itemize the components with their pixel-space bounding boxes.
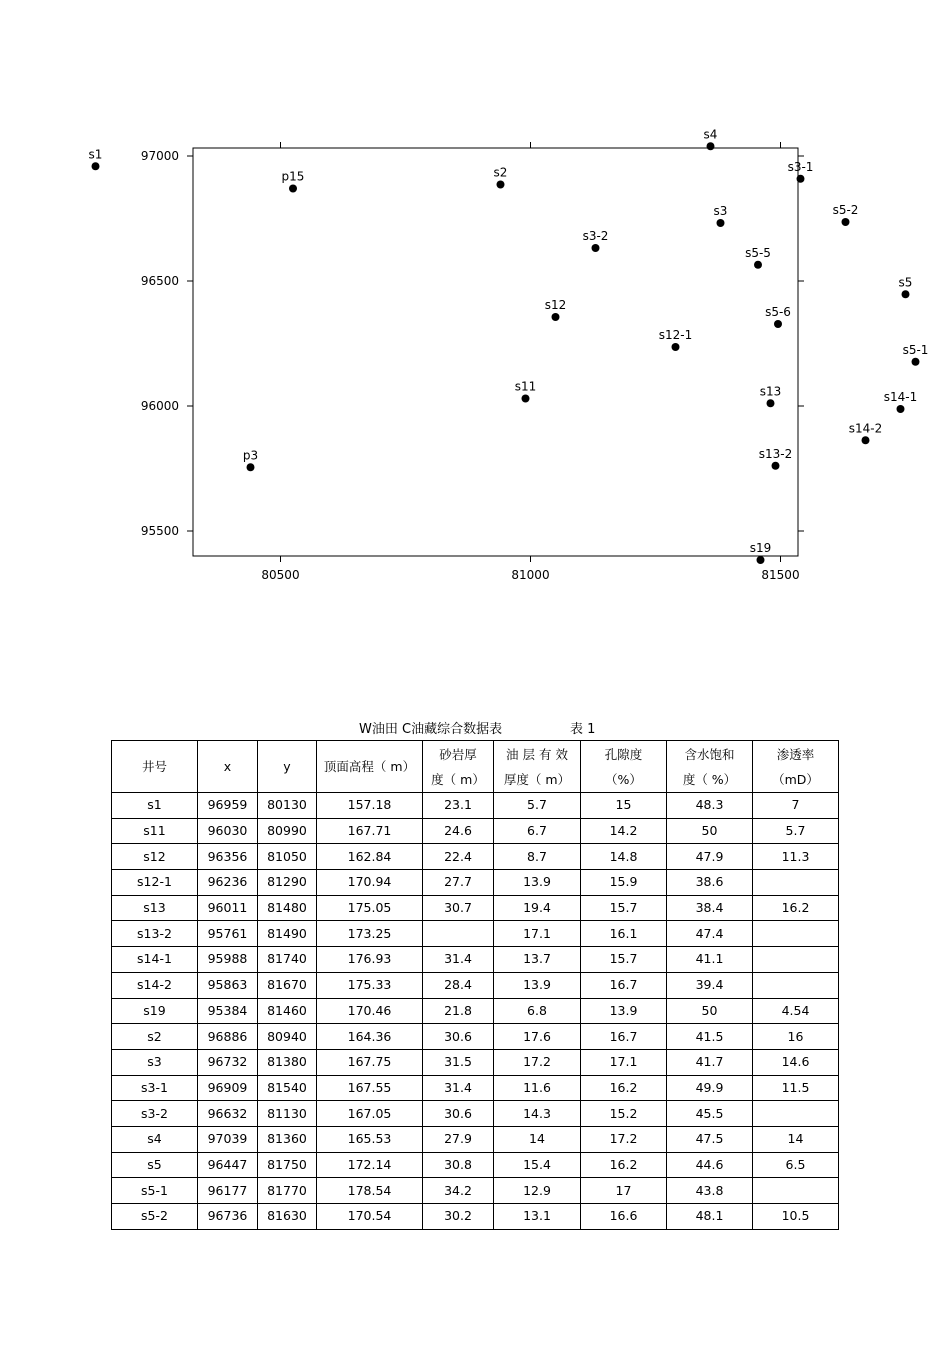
table-cell: s1	[112, 793, 198, 819]
table-cell: 19.4	[494, 895, 581, 921]
point-s13-2	[772, 462, 780, 470]
table-cell: 96447	[198, 1152, 258, 1178]
table-cell: s4	[112, 1126, 198, 1152]
table-cell: 81050	[258, 844, 317, 870]
table-cell: 14	[753, 1126, 839, 1152]
point-s19	[757, 556, 765, 564]
y-tick-label: 96000	[140, 399, 179, 413]
table-cell: 17.1	[494, 921, 581, 947]
point-label-s2: s2	[493, 165, 508, 180]
point-label-s4: s4	[703, 127, 718, 142]
table-cell: 39.4	[667, 972, 753, 998]
table-cell: 28.4	[423, 972, 494, 998]
table-cell: s12	[112, 844, 198, 870]
table-cell: 16.6	[581, 1204, 667, 1230]
table-cell: 6.7	[494, 818, 581, 844]
table-cell: 15.2	[581, 1101, 667, 1127]
table-cell: 173.25	[317, 921, 423, 947]
table-cell: 38.4	[667, 895, 753, 921]
header-cell-text: y	[283, 759, 291, 774]
header-cell	[753, 741, 839, 793]
table-cell: 96177	[198, 1178, 258, 1204]
table-cell: 49.9	[667, 1075, 753, 1101]
table-cell	[423, 921, 494, 947]
table-cell: 95761	[198, 921, 258, 947]
table-cell: 96030	[198, 818, 258, 844]
table-cell: 16.7	[581, 972, 667, 998]
table-cell: 22.4	[423, 844, 494, 870]
point-label-s14-2: s14-2	[848, 421, 883, 436]
table-cell: 48.1	[667, 1204, 753, 1230]
header-cell-text: x	[223, 759, 232, 774]
table-cell: 11.3	[753, 844, 839, 870]
point-s13	[767, 399, 775, 407]
point-label-s3-2: s3-2	[582, 229, 609, 243]
point-s5-2	[842, 218, 850, 226]
y-tick-label: 97000	[140, 149, 179, 163]
table-cell: 175.05	[317, 895, 423, 921]
table-row	[112, 921, 839, 947]
table-cell: 167.71	[317, 818, 423, 844]
point-label-s11: s11	[514, 379, 537, 394]
point-label-p15: p15	[281, 169, 305, 184]
table-cell: 96909	[198, 1075, 258, 1101]
table-cell: 43.8	[667, 1178, 753, 1204]
plot-frame	[193, 148, 798, 556]
table-cell: 81480	[258, 895, 317, 921]
table-row	[112, 1024, 839, 1050]
table-cell: 48.3	[667, 793, 753, 819]
table-cell: 13.1	[494, 1204, 581, 1230]
point-label-s5-5: s5-5	[745, 245, 771, 260]
table-cell: 16.7	[581, 1024, 667, 1050]
table-row	[112, 818, 839, 844]
table-cell: 81770	[258, 1178, 317, 1204]
table-cell: 167.05	[317, 1101, 423, 1127]
point-s4	[707, 142, 715, 150]
table-cell: 81630	[258, 1204, 317, 1230]
table-cell: 175.33	[317, 972, 423, 998]
point-label-s3-1: s3-1	[787, 159, 814, 174]
table-cell: 167.55	[317, 1075, 423, 1101]
table-row	[112, 1178, 839, 1204]
header-cell-text: （mD）	[772, 771, 819, 787]
table-cell: s12-1	[112, 870, 198, 896]
header-cell-text: 含水饱和	[684, 746, 735, 762]
table-cell: 47.4	[667, 921, 753, 947]
table-cell: 30.6	[423, 1024, 494, 1050]
table-cell: s5	[112, 1152, 198, 1178]
table-row	[112, 1101, 839, 1127]
header-cell-text: 顶面高程（ m）	[323, 759, 416, 774]
table-cell: 10.5	[753, 1204, 839, 1230]
table-cell: 15.4	[494, 1152, 581, 1178]
table-row	[112, 998, 839, 1024]
table-cell: 5.7	[753, 818, 839, 844]
table-cell: 11.6	[494, 1075, 581, 1101]
point-s11	[522, 395, 530, 403]
table-cell: 80990	[258, 818, 317, 844]
table-cell: 5.7	[494, 793, 581, 819]
table-cell: s19	[112, 998, 198, 1024]
table-cell: 16	[753, 1024, 839, 1050]
table-cell: 96736	[198, 1204, 258, 1230]
header-cell-text: 度（ %）	[682, 771, 737, 787]
table-cell: 44.6	[667, 1152, 753, 1178]
table-cell	[753, 972, 839, 998]
table-cell: 15.9	[581, 870, 667, 896]
table-cell: s13	[112, 895, 198, 921]
point-label-s5-2: s5-2	[832, 203, 859, 217]
table-cell: 97039	[198, 1126, 258, 1152]
table-cell: 6.5	[753, 1152, 839, 1178]
table-row	[112, 870, 839, 896]
table-cell: 4.54	[753, 998, 839, 1024]
table-row	[112, 1049, 839, 1075]
table-cell: 176.93	[317, 947, 423, 973]
point-s5-6	[774, 320, 782, 328]
point-label-s5-1: s5-1	[902, 342, 929, 357]
point-label-s19: s19	[749, 541, 772, 555]
table-row	[112, 1152, 839, 1178]
point-label-s12-1: s12-1	[658, 328, 693, 342]
table-cell: 172.14	[317, 1152, 423, 1178]
x-tick-label: 80500	[261, 568, 300, 582]
table-cell: 81460	[258, 998, 317, 1024]
table-row	[112, 947, 839, 973]
table-cell: 95384	[198, 998, 258, 1024]
table-cell: 81750	[258, 1152, 317, 1178]
table-cell: 14.3	[494, 1101, 581, 1127]
table-cell: 81540	[258, 1075, 317, 1101]
table-row	[112, 1204, 839, 1230]
point-label-s5-6: s5-6	[765, 305, 791, 319]
table-cell: 31.4	[423, 1075, 494, 1101]
table-cell: 15	[581, 793, 667, 819]
header-cell-text: 油 层 有 效	[506, 746, 568, 762]
table-cell: 81130	[258, 1101, 317, 1127]
point-p3	[247, 463, 255, 471]
table-cell: 13.9	[581, 998, 667, 1024]
table-cell: 14	[494, 1126, 581, 1152]
table-cell: 162.84	[317, 844, 423, 870]
table-cell: 16.2	[581, 1075, 667, 1101]
point-label-s13-2: s13-2	[758, 446, 793, 461]
table-cell: 96236	[198, 870, 258, 896]
table-cell: 17.6	[494, 1024, 581, 1050]
point-s12-1	[672, 343, 680, 351]
point-s14-1	[897, 405, 905, 413]
x-tick-label: 81000	[511, 568, 550, 582]
point-s3-2	[592, 244, 600, 252]
table-cell: 81360	[258, 1126, 317, 1152]
table-row	[112, 1126, 839, 1152]
y-tick-label: 95500	[140, 524, 179, 538]
table-cell	[753, 1101, 839, 1127]
table-row	[112, 972, 839, 998]
table-cell: 81670	[258, 972, 317, 998]
table-cell: 15.7	[581, 895, 667, 921]
table-cell: 170.94	[317, 870, 423, 896]
data-points	[89, 127, 950, 564]
table-cell: 96632	[198, 1101, 258, 1127]
point-label-s12: s12	[544, 298, 567, 312]
table-cell: 12.9	[494, 1178, 581, 1204]
table-cell: 165.53	[317, 1126, 423, 1152]
x-tick-label: 81500	[761, 568, 800, 582]
table-cell: 41.1	[667, 947, 753, 973]
table-cell	[753, 921, 839, 947]
header-cell	[112, 741, 198, 793]
table-cell: 27.9	[423, 1126, 494, 1152]
table-cell: 95988	[198, 947, 258, 973]
table-cell: 38.6	[667, 870, 753, 896]
point-label-s5: s5	[898, 275, 913, 290]
point-s5-5	[754, 261, 762, 269]
table-cell: 24.6	[423, 818, 494, 844]
header-cell	[494, 741, 581, 793]
table-cell	[753, 870, 839, 896]
table-cell: 11.5	[753, 1075, 839, 1101]
point-s5	[902, 290, 910, 298]
table-cell: 170.54	[317, 1204, 423, 1230]
table-cell: 13.9	[494, 870, 581, 896]
table-cell: 30.7	[423, 895, 494, 921]
table-cell: 30.2	[423, 1204, 494, 1230]
table-cell: 6.8	[494, 998, 581, 1024]
point-label-s14-1: s14-1	[883, 390, 918, 404]
point-label-p3: p3	[242, 448, 259, 463]
table-cell: 41.7	[667, 1049, 753, 1075]
table-cell: s3-1	[112, 1075, 198, 1101]
point-s1	[92, 162, 100, 170]
table-cell	[753, 1178, 839, 1204]
table-row	[112, 793, 839, 819]
table-cell: 17	[581, 1178, 667, 1204]
table-cell: 95863	[198, 972, 258, 998]
table-cell: s5-1	[112, 1178, 198, 1204]
point-s3	[717, 219, 725, 227]
table-cell: 47.9	[667, 844, 753, 870]
y-axis	[141, 149, 804, 538]
point-s14-2	[862, 436, 870, 444]
table-cell: 96011	[198, 895, 258, 921]
table-title: W油田 C油藏综合数据表	[359, 722, 503, 737]
table-cell: 96732	[198, 1049, 258, 1075]
header-cell	[317, 741, 423, 793]
table-cell: 27.7	[423, 870, 494, 896]
table-row	[112, 844, 839, 870]
table-cell: 170.46	[317, 998, 423, 1024]
table-cell: 50	[667, 998, 753, 1024]
header-cell-text: 井号	[141, 759, 167, 774]
table-cell: 17.1	[581, 1049, 667, 1075]
header-cell	[198, 741, 258, 793]
table-caption	[0, 718, 950, 736]
table-header-row	[112, 741, 839, 793]
table-cell: 16.1	[581, 921, 667, 947]
table-cell: 31.4	[423, 947, 494, 973]
table-cell: 14.8	[581, 844, 667, 870]
table-cell: 96959	[198, 793, 258, 819]
point-label-s3: s3	[713, 204, 728, 218]
table-cell: 16.2	[753, 895, 839, 921]
table-cell: 30.8	[423, 1152, 494, 1178]
reservoir-data-table	[111, 740, 839, 1230]
table-cell: 41.5	[667, 1024, 753, 1050]
table-cell: 45.5	[667, 1101, 753, 1127]
point-p15	[289, 185, 297, 193]
point-s12	[552, 313, 560, 321]
table-cell: 81740	[258, 947, 317, 973]
table-cell: 96356	[198, 844, 258, 870]
table-cell: 14.2	[581, 818, 667, 844]
point-label-s1: s1	[88, 147, 103, 162]
point-s3-1	[797, 175, 805, 183]
point-s5-1	[912, 358, 920, 366]
table-cell: s14-1	[112, 947, 198, 973]
table-cell: 157.18	[317, 793, 423, 819]
table-cell: 21.8	[423, 998, 494, 1024]
table-cell: 13.9	[494, 972, 581, 998]
point-s2	[497, 181, 505, 189]
table-cell: 13.7	[494, 947, 581, 973]
table-cell: 164.36	[317, 1024, 423, 1050]
table-row	[112, 1075, 839, 1101]
header-cell-text: 砂岩厚	[439, 746, 477, 762]
header-cell-text: 孔隙度	[604, 746, 643, 762]
point-label-s13: s13	[759, 384, 782, 399]
table-cell: 23.1	[423, 793, 494, 819]
table-cell: 31.5	[423, 1049, 494, 1075]
table-cell: 80130	[258, 793, 317, 819]
header-cell	[667, 741, 753, 793]
header-cell	[258, 741, 317, 793]
table-body	[112, 793, 839, 1230]
table-cell: 34.2	[423, 1178, 494, 1204]
table-cell: 81380	[258, 1049, 317, 1075]
header-cell	[581, 741, 667, 793]
table-cell: 30.6	[423, 1101, 494, 1127]
table-cell: s13-2	[112, 921, 198, 947]
table-cell	[753, 947, 839, 973]
header-cell-text: （%）	[605, 771, 642, 787]
table-cell: 50	[667, 818, 753, 844]
table-cell: s11	[112, 818, 198, 844]
header-cell-text: 厚度（ m）	[503, 771, 571, 787]
well-location-scatter-plot	[0, 0, 950, 600]
header-cell-text: 度（ m）	[431, 771, 485, 787]
y-tick-label: 96500	[140, 274, 179, 288]
table-row	[112, 895, 839, 921]
table-cell: 7	[753, 793, 839, 819]
table-cell: 17.2	[581, 1126, 667, 1152]
table-cell: s3-2	[112, 1101, 198, 1127]
table-cell: s2	[112, 1024, 198, 1050]
table-cell: s14-2	[112, 972, 198, 998]
table-cell: 8.7	[494, 844, 581, 870]
table-cell: 81290	[258, 870, 317, 896]
table-cell: 80940	[258, 1024, 317, 1050]
header-cell-text: 渗透率	[776, 746, 815, 762]
table-cell: 96886	[198, 1024, 258, 1050]
header-cell	[423, 741, 494, 793]
table-cell: 167.75	[317, 1049, 423, 1075]
table-cell: 16.2	[581, 1152, 667, 1178]
table-cell: 15.7	[581, 947, 667, 973]
table-cell: 17.2	[494, 1049, 581, 1075]
table-cell: 14.6	[753, 1049, 839, 1075]
table-cell: s5-2	[112, 1204, 198, 1230]
table-cell: 47.5	[667, 1126, 753, 1152]
table-cell: s3	[112, 1049, 198, 1075]
table-cell: 81490	[258, 921, 317, 947]
table-cell: 178.54	[317, 1178, 423, 1204]
table-number: 表 1	[570, 722, 596, 737]
